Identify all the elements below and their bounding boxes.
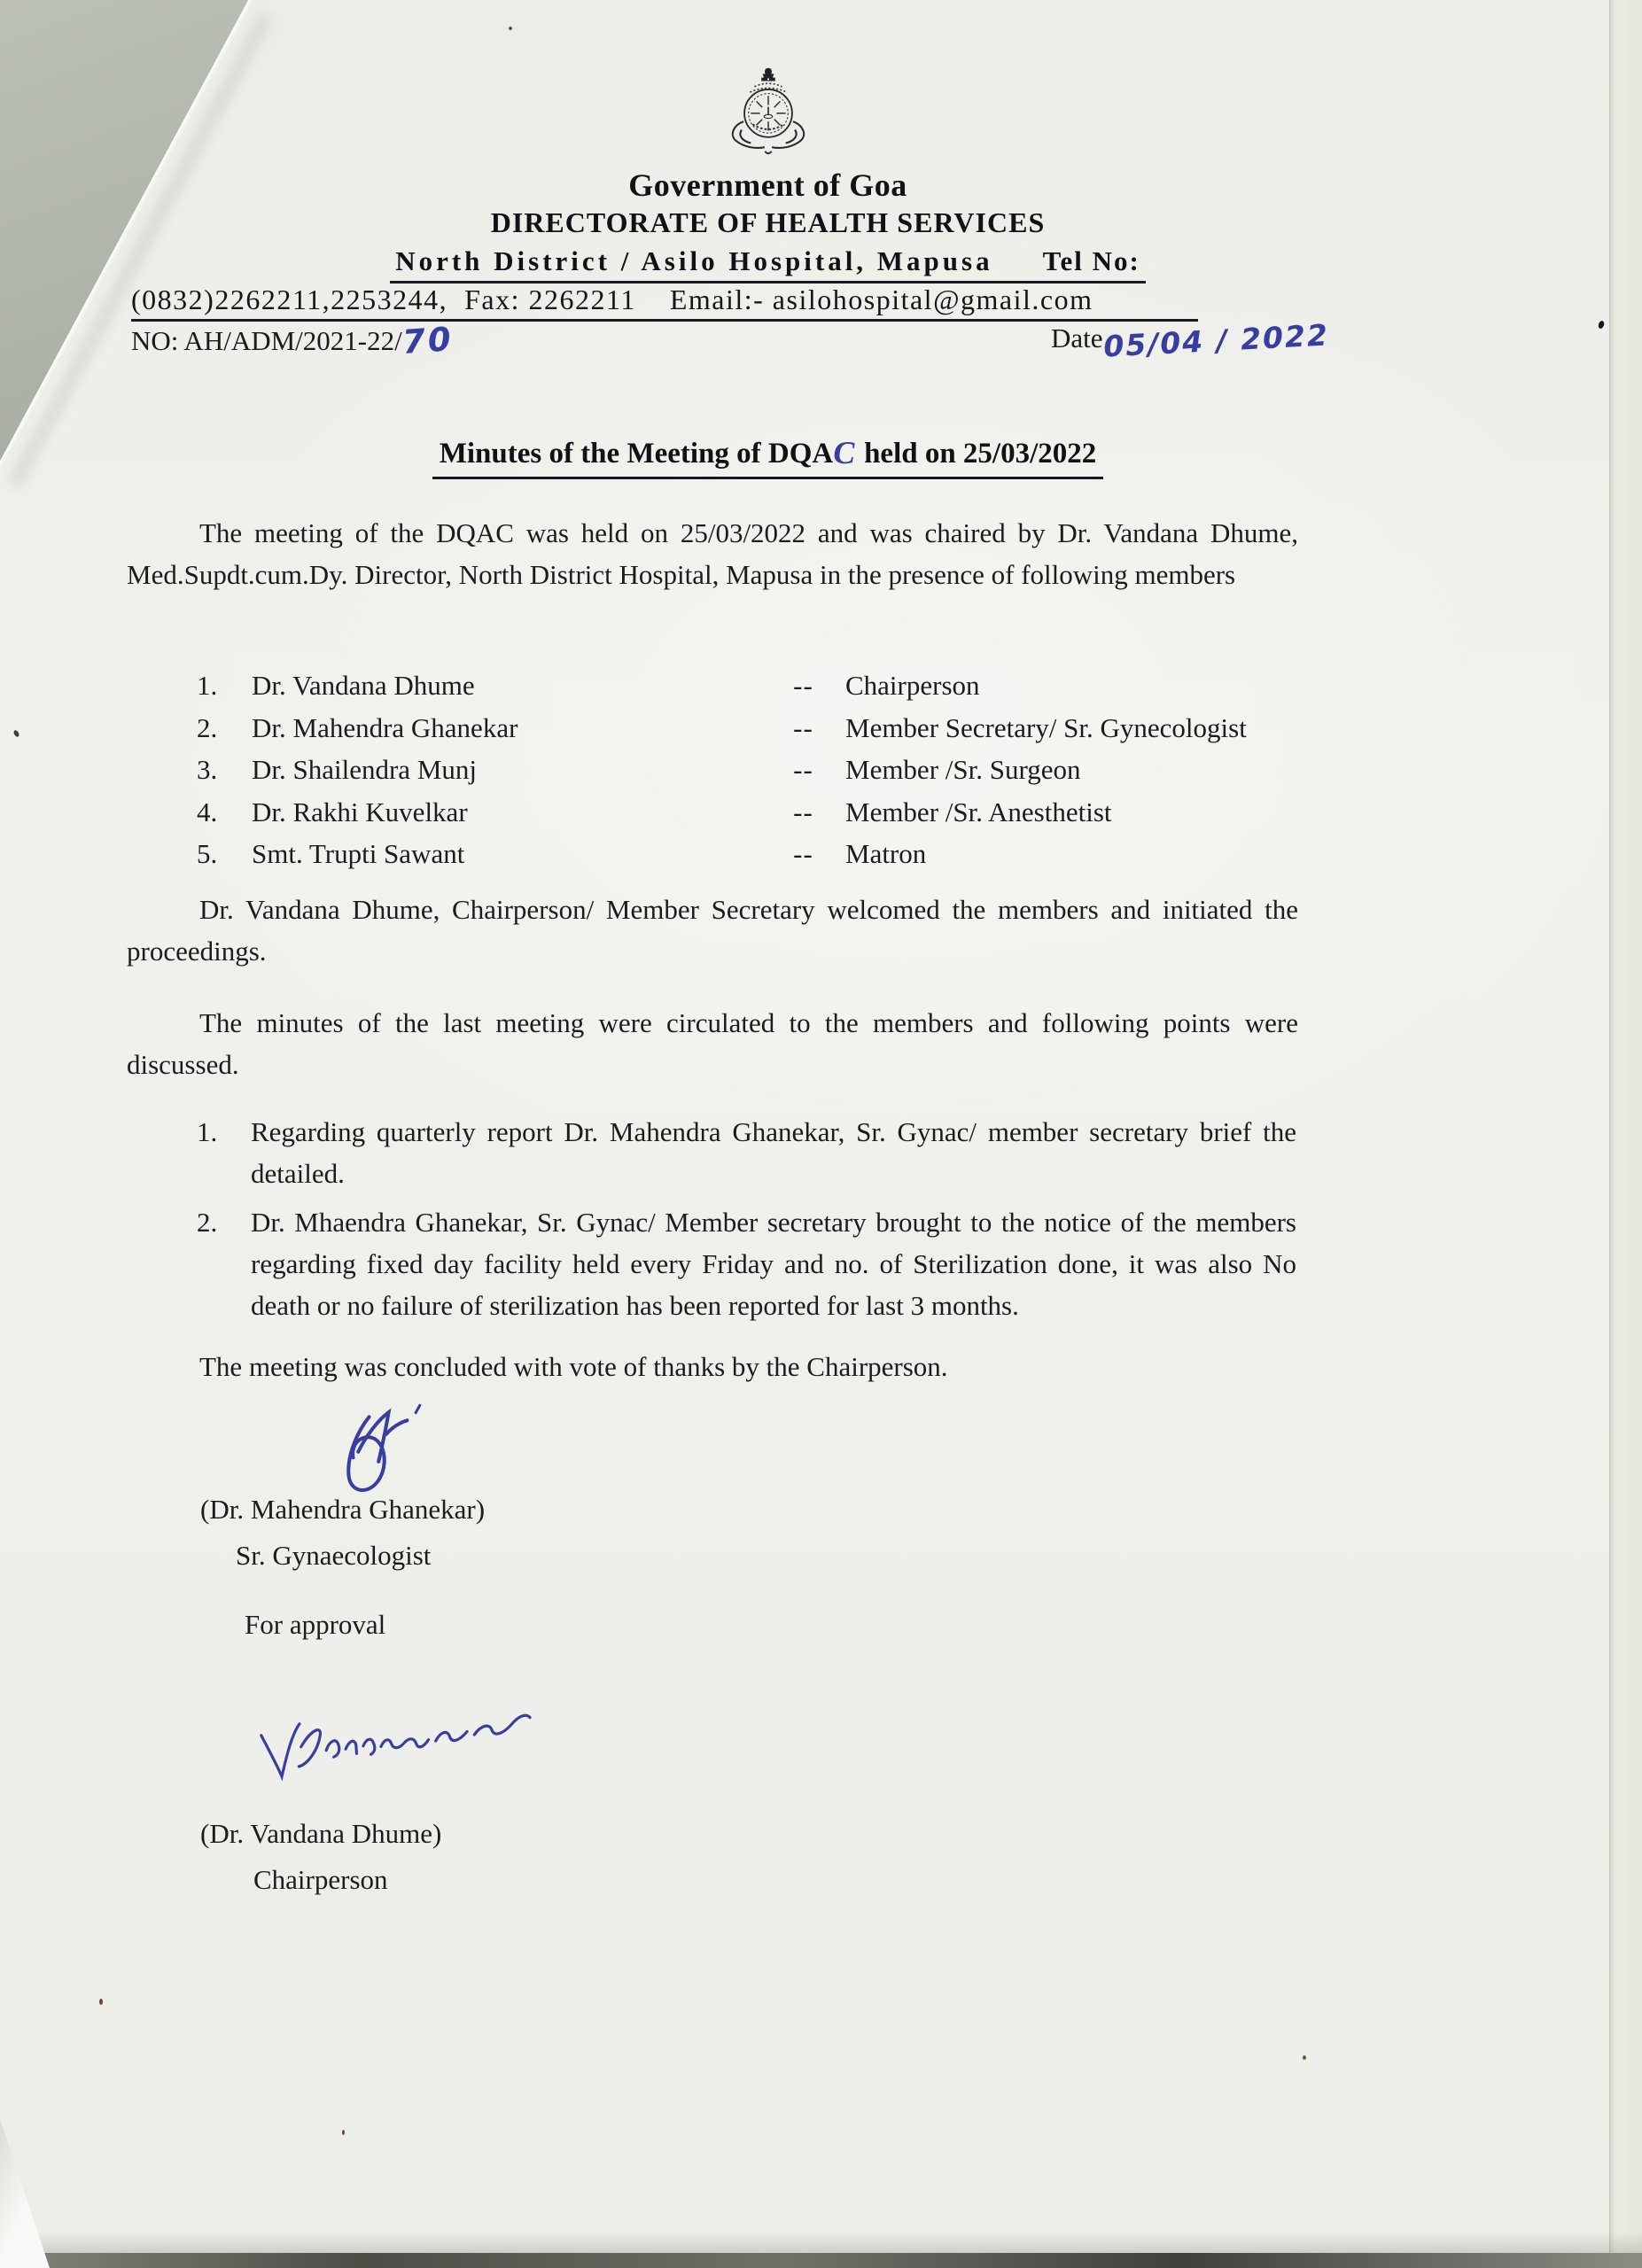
scan-speck — [12, 729, 19, 737]
point-number: 2. — [197, 1207, 218, 1238]
date-line — [1051, 317, 1330, 364]
member-role: Chairperson — [845, 670, 980, 701]
separator-dashes: -- — [793, 754, 813, 785]
point-text: Regarding quarterly report Dr. Mahendra Ghanekar, Sr. Gynac/ member secretary brief the detailed. — [251, 1116, 1296, 1189]
hospital-name: North District / Asilo Hospital, Mapusa — [395, 245, 993, 276]
member-name: Dr. Vandana Dhume — [252, 670, 475, 701]
conclusion-paragraph: The meeting was concluded with vote of thanks by the Chairperson. — [199, 1351, 948, 1382]
signatory1-role: Sr. Gynaecologist — [236, 1540, 432, 1571]
discussion-point — [197, 1201, 1298, 1326]
member-role: Member Secretary/ Sr. Gynecologist — [845, 711, 1247, 743]
date-handwritten: 05/04 / 2022 — [1101, 317, 1330, 364]
approval-label: For approval — [245, 1609, 386, 1640]
member-name: Dr. Rakhi Kuvelkar — [252, 796, 468, 827]
point-number: 1. — [197, 1116, 218, 1147]
signature-dhume-icon — [244, 1687, 556, 1806]
org-name-line1: Government of Goa — [628, 167, 907, 203]
signatory2-name: (Dr. Vandana Dhume) — [200, 1818, 442, 1849]
members-list — [197, 664, 1298, 875]
member-number: 1. — [197, 670, 218, 701]
member-list-item — [197, 833, 1298, 875]
reference-number — [131, 320, 455, 361]
scan-speck — [1598, 320, 1606, 330]
member-list-item — [197, 791, 1298, 834]
member-number: 3. — [197, 754, 218, 785]
member-number: 5. — [197, 838, 218, 869]
separator-dashes: -- — [793, 796, 813, 827]
member-number: 4. — [197, 796, 218, 827]
date-label: Date — [1051, 322, 1103, 353]
member-list-item — [197, 664, 1298, 707]
intro-paragraph: The meeting of the DQAC was held on 25/03/2022 and was chaired by Dr. Vandana Dhume, Med.Supdt.cum.Dy. Director, North District Hospital, Mapusa in the presence of following members — [127, 517, 1298, 590]
title-text: Minutes of the Meeting of DQA — [439, 438, 834, 470]
scan-speck — [99, 1999, 103, 2005]
underlying-page-edge — [1609, 0, 1642, 2268]
title-text-end: held on 25/03/2022 — [864, 438, 1097, 470]
member-list-item — [197, 749, 1298, 791]
member-name: Dr. Mahendra Ghanekar — [252, 711, 518, 743]
member-role: Matron — [845, 838, 927, 869]
scan-speck — [342, 2130, 345, 2135]
separator-dashes: -- — [793, 838, 813, 869]
org-name-line2: DIRECTORATE OF HEALTH SERVICES — [490, 206, 1046, 238]
tel-label: Tel No: — [1042, 245, 1140, 276]
member-name: Dr. Shailendra Munj — [252, 754, 477, 785]
goa-government-emblem-icon — [722, 66, 814, 173]
member-role: Member /Sr. Anesthetist — [845, 796, 1112, 827]
page-corner-fold — [0, 2119, 50, 2268]
scan-speck — [509, 27, 512, 30]
member-list-item — [197, 707, 1298, 750]
member-number: 2. — [197, 711, 218, 743]
minutes-paragraph: The minutes of the last meeting were circulated to the members and following points were discussed. — [127, 1007, 1298, 1080]
ref-label: NO: AH/ADM/2021-22/ — [131, 325, 402, 356]
document-title — [0, 438, 1536, 479]
scan-bottom-edge — [0, 2253, 1642, 2268]
separator-dashes: -- — [793, 711, 813, 743]
welcome-paragraph: Dr. Vandana Dhume, Chairperson/ Member Secretary welcomed the members and initiated the proceedings. — [127, 894, 1298, 967]
contact-line: (0832)2262211,2253244, Fax: 2262211 Email:- asilohospital@gmail.com — [131, 284, 1198, 322]
scan-speck — [1303, 2055, 1306, 2060]
separator-dashes: -- — [793, 670, 813, 701]
signatory1-name: (Dr. Mahendra Ghanekar) — [200, 1494, 486, 1525]
member-name: Smt. Trupti Sawant — [252, 838, 465, 869]
discussion-points — [197, 1111, 1298, 1333]
scan-bottom-soft-shadow — [0, 2233, 1642, 2254]
point-text: Dr. Mhaendra Ghanekar, Sr. Gynac/ Member secretary brought to the notice of the members regarding fixed day facility held every Friday and no. of Sterilization done, it was also No death or no failure of sterilization has been reported for last 3 months. — [251, 1207, 1296, 1321]
title-corrected-letter: C — [830, 436, 860, 471]
hospital-line — [0, 245, 1536, 284]
signatory2-role: Chairperson — [253, 1864, 388, 1895]
ref-number-handwritten: 70 — [401, 320, 455, 361]
discussion-point — [197, 1111, 1298, 1194]
member-role: Member /Sr. Surgeon — [845, 754, 1081, 785]
